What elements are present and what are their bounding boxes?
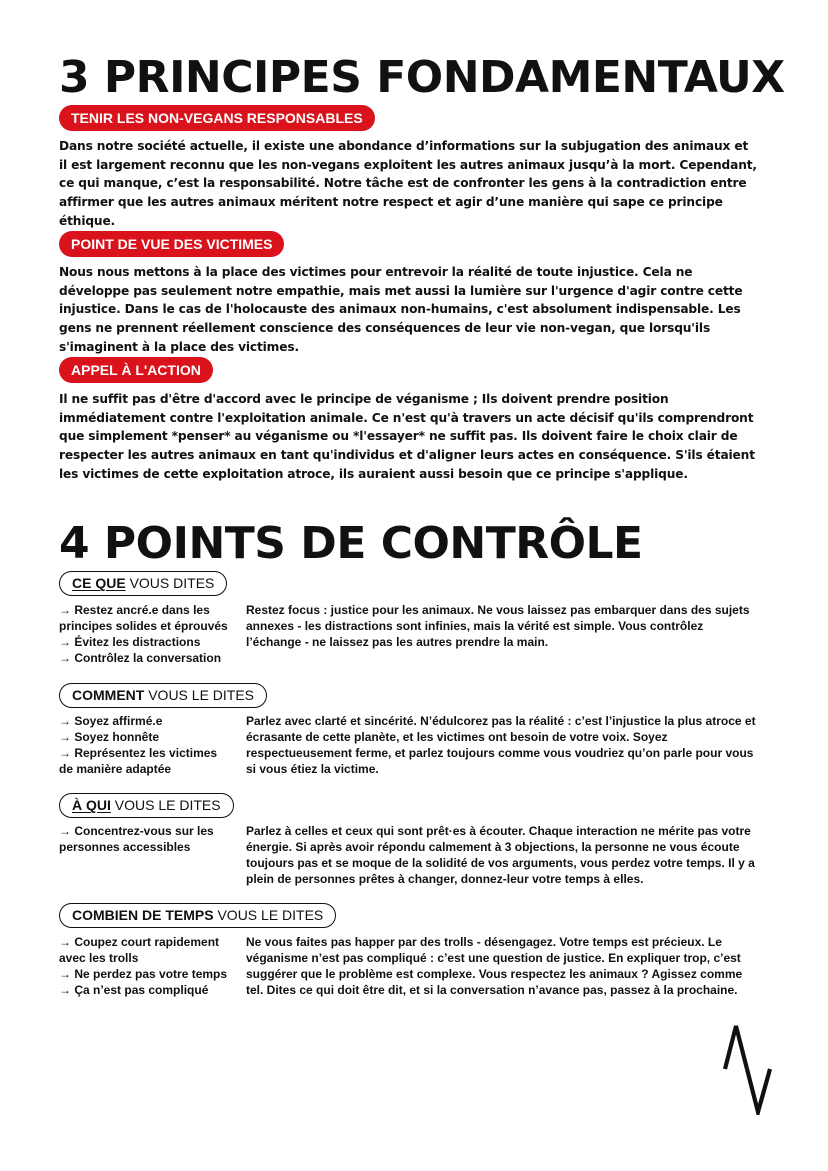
list-item: → Contrôlez la conversation: [59, 651, 222, 665]
checkpoint-text: Parlez à celles et ceux qui sont prêt·es à écouter. Chaque interaction ne mérite pas votre énergie. Si après avoir répondu calmement à 3 objections, la personne ne vous écoute toujours pas et se moque de la solidité de vos arguments, vous perdez votre temps. Il y a plein de personnes prêtes à changer, donnez-leur votre temps à elles.: [246, 824, 755, 886]
checkpoint-points: [59, 823, 234, 855]
arrow-icon: →: [59, 635, 71, 649]
principle-text: Nous nous mettons à la place des victimes pour entrevoir la réalité de toute injustice. Cela ne développe pas seulement notre empathie, mais met aussi la lumière sur l'urgence d'agir contre cette injustice. Dans le cas de l'holocauste des animaux non-humains, c'est absolument indispensable. Les gens ne prennent réellement conscience des conséquences de leur vie non-vegan, que lorsqu'ils s'imaginent à la place des victimes.: [59, 265, 743, 354]
list-item: → Ça n’est pas compliqué: [59, 983, 209, 997]
av-logo-icon: [722, 1023, 774, 1115]
arrow-icon: →: [59, 730, 71, 744]
logo-v-stroke: [747, 1069, 770, 1112]
principle-text: Il ne suffit pas d'être d'accord avec le principe de véganisme ; Ils doivent prendre position immédiatement contre l'exploitation animale. Ce n'est qu'à travers un acte décisif qu'ils comprendront que simplement *penser* au véganisme ou *l'essayer* ne suffit pas. Ils doivent faire le choix clair de respecter les autres animaux en tant qu'individus et d'aligner leurs actes en conséquence. S'ils étaient les victimes de cette exploitation atroce, ils auraient aussi besoin que ce principe s'applique.: [59, 392, 755, 481]
list-item: → Restez ancré.e dans les principes solides et éprouvés: [59, 603, 228, 633]
checkpoint-text: Restez focus : justice pour les animaux. Ne vous laissez pas embarquer dans des sujets annexes - les distractions sont infinies, mais la vérité est simple. Vous contrôlez l’échange - ne laissez pas les autres prendre la main.: [246, 603, 750, 649]
checkpoint-label-bold: CE QUE: [72, 575, 126, 591]
arrow-icon: →: [59, 967, 71, 981]
list-item: → Évitez les distractions: [59, 635, 201, 649]
checkpoint-label-bold: COMBIEN DE TEMPS: [72, 907, 214, 923]
checkpoint-points: [59, 602, 234, 666]
checkpoint-points: [59, 934, 234, 998]
arrow-icon: →: [59, 603, 71, 617]
section-title-points-de-controle: 4 POINTS DE CONTRÔLE: [59, 518, 643, 569]
checkpoint-text: Ne vous faites pas happer par des trolls - désengagez. Votre temps est précieux. Le véganisme n’est pas compliqué : c’est une question de justice. En expliquer trop, c’est suggérer que le problème est complexe. Vous respectez les animaux ? Agissez comme tel. Dites ce qui doit être dit, et si la conversation n’avance pas, passez à la prochaine.: [246, 935, 743, 997]
principle-text: Dans notre société actuelle, il existe une abondance d’informations sur la subjugation des animaux et il est largement reconnu que les non-vegans exploitent les autres animaux jusqu’à la mort. Cependant, ce qui manque, c’est la responsabilité. Notre tâche est de confronter les gens à la contradiction entre affirmer que les autres animaux méritent notre respect et agir d’une manière qui sape ce principe éthique.: [59, 139, 757, 228]
checkpoint-label: [59, 683, 267, 708]
checkpoint-label: [59, 571, 227, 596]
arrow-icon: →: [59, 983, 71, 997]
arrow-icon: →: [59, 651, 71, 665]
checkpoint-label-rest: VOUS LE DITES: [110, 797, 221, 813]
list-item: → Coupez court rapidement avec les trolls: [59, 935, 220, 965]
section-title-principes: 3 PRINCIPES FONDAMENTAUX: [59, 52, 785, 103]
checkpoint-label-rest: VOUS LE DITES: [144, 687, 255, 703]
checkpoint-label-bold: À QUI: [72, 797, 111, 813]
checkpoint-label: [59, 793, 234, 818]
arrow-icon: →: [59, 714, 71, 728]
list-item: → Soyez affirmé.e: [59, 714, 163, 728]
logo-a-stroke: [725, 1026, 747, 1069]
list-item: → Représentez les victimes de manière adaptée: [59, 746, 218, 776]
checkpoint-label-bold: COMMENT: [72, 687, 145, 703]
arrow-icon: →: [59, 746, 71, 760]
arrow-icon: →: [59, 824, 71, 838]
principle-label: APPEL À L'ACTION: [59, 357, 213, 383]
checkpoint-points: [59, 713, 234, 777]
arrow-icon: →: [59, 935, 71, 949]
principle-label: POINT DE VUE DES VICTIMES: [59, 231, 284, 257]
list-item: → Concentrez-vous sur les personnes accessibles: [59, 824, 214, 854]
checkpoint-text: Parlez avec clarté et sincérité. N’édulcorez pas la réalité : c’est l’injustice la plus atroce et écrasante de cette planète, et les victimes ont besoin de votre voix. Soyez respectueusement ferme, et parlez toujours comme vous voudriez qu’on parle pour vous si vous étiez la victime.: [246, 714, 756, 776]
checkpoint-label-rest: VOUS LE DITES: [213, 907, 324, 923]
list-item: → Ne perdez pas votre temps: [59, 967, 228, 981]
checkpoint-label-rest: VOUS DITES: [125, 575, 215, 591]
list-item: → Soyez honnête: [59, 730, 160, 744]
checkpoint-label: [59, 903, 336, 928]
principle-label: TENIR LES NON-VEGANS RESPONSABLES: [59, 105, 375, 131]
